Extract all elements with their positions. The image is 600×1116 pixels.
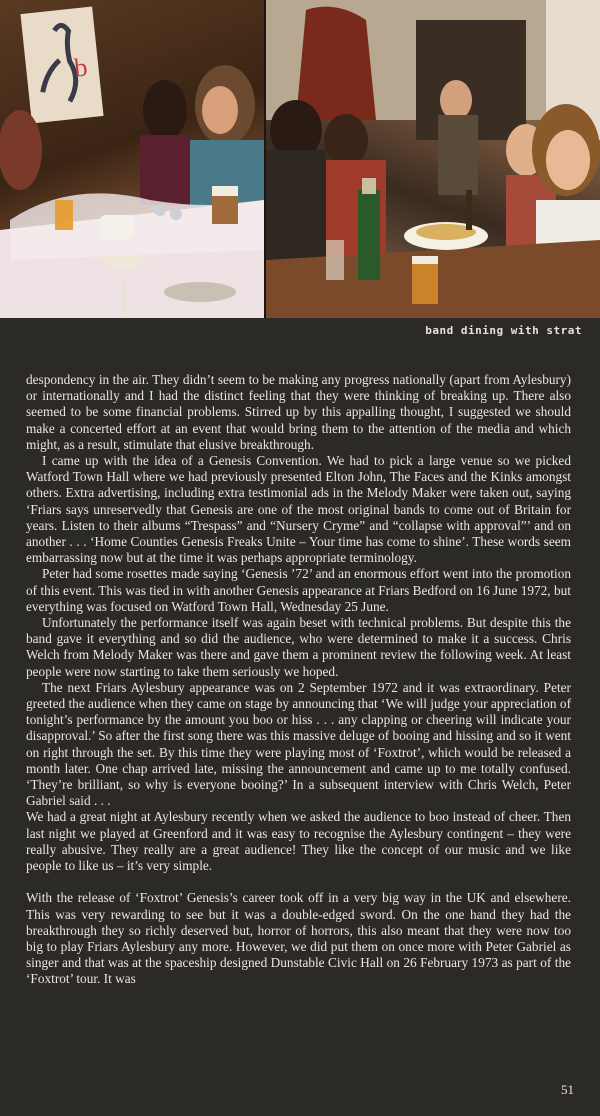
paragraph: The next Friars Aylesbury appearance was on 2 September 1972 and it was extraordinary. Peter greeted the audience when they came on stage by announcing that ‘We will judge your appreciation of tonight’s performance by the amount you boo or hiss . . . any clapping or cheering will indicate your disapproval.’ So after the first song there was this massive deluge of booing and hissing and so it went on right through the set. By this time they were playing most of ‘Foxtrot’, which would be released a month later. One chap arrived late, missing the announcement and came up to me totally confused. ‘They’re brilliant, so why is everyone booing?’ In a subsequent interview with Chris Welch, Peter Gabriel said . . . bbox=[26, 679, 571, 809]
article-body bbox=[26, 372, 571, 988]
quote-paragraph: We had a great night at Aylesbury recently when we asked the audience to boo instead of cheer. Then last night we played at Greenford and it was easy to recognise the Aylesbury contingent – they were really abusive. They really are a great audience! They like the concept of our music and we like people to like us – it’s very simple. bbox=[26, 809, 571, 874]
paragraph: despondency in the air. They didn’t seem to be making any progress nationally (apart from Aylesbury) or internationally and I had the distinct feeling that they were thinking of breaking up. There also seemed to be some financial problems. Stirred up by this appalling thought, I suggested we should make a concerted effort at an event that would bring them to the attention of the media and which might, as a result, stimulate that elusive breakthrough. bbox=[26, 372, 571, 452]
photo-caption: band dining with strat bbox=[425, 324, 582, 337]
paragraph: I came up with the idea of a Genesis Convention. We had to pick a large venue so we picked Watford Town Hall where we had previously presented Elton John, The Faces and the Kinks amongst others. Extra advertising, including extra testimonial ads in the Melody Maker were taken out, saying ‘Friars says unreservedly that Genesis are one of the most original bands to come out of Britain for years. Listen to their albums “Trespass” and “Nursery Cryme” and “collapse with approval”’ and on another . . . ‘Home Counties Genesis Freaks Unite – Your time has come to shine’. These words seem embarrassing now but at the time it was perhaps appropriate terminology. bbox=[26, 453, 571, 566]
page-number: 51 bbox=[561, 1082, 574, 1097]
photo-band-dining-right bbox=[266, 0, 600, 318]
photo-band-dining-left bbox=[0, 0, 264, 318]
paragraph: Peter had some rosettes made saying ‘Genesis ’72’ and an enormous effort went into the promotion of this event. This was tied in with another Genesis appearance at Friars Bedford on 16 June 1972, but everything was focused on Watford Town Hall, Wednesday 25 June. bbox=[26, 566, 571, 614]
paragraph: Unfortunately the performance itself was again beset with technical problems. But despite this the band gave it everything and so did the audience, who were determined to make it a success. Chris Welch from Melody Maker was there and gave them a prominent review the following week. At least people were now starting to take them seriously we hoped. bbox=[26, 615, 571, 679]
photo-strip bbox=[0, 0, 600, 318]
poster-letter: b bbox=[72, 52, 89, 83]
paragraph: With the release of ‘Foxtrot’ Genesis’s career took off in a very big way in the UK and elsewhere. This was very rewarding to see but it was a double-edged sword. On the one hand they had the breakthrough they so richly deserved but, horror of horrors, this also meant that they were now too big to play Friars Aylesbury any more. However, we did put them on once more with Peter Gabriel as singer and that was at the spaceship designed Dunstable Civic Hall on 26 February 1973 as part of the ‘Foxtrot’ tour. It was bbox=[26, 890, 571, 987]
